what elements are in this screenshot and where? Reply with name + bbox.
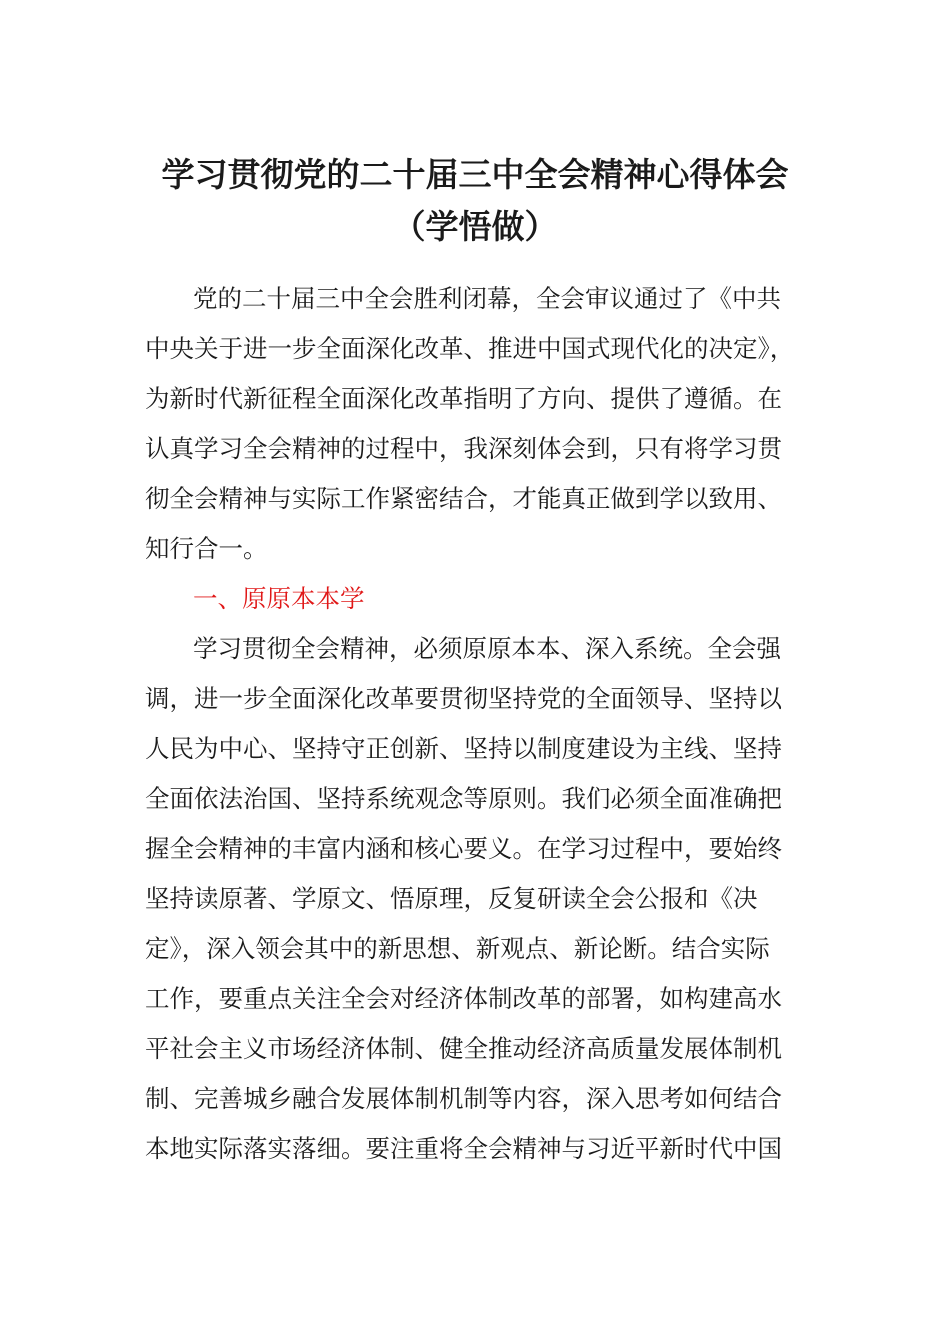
paragraph-1-line-4: 认真学习全会精神的过程中，我深刻体会到，只有将学习贯 xyxy=(145,434,782,463)
paragraph-1-line-3: 为新时代新征程全面深化改革指明了方向、提供了遵循。在 xyxy=(145,384,782,413)
paragraph-2-line-5: 握全会精神的丰富内涵和核心要义。在学习过程中，要始终 xyxy=(145,834,782,863)
paragraph-2-line-6: 坚持读原著、学原文、悟原理，反复研读全会公报和《决 xyxy=(145,884,758,913)
paragraph-2-line-10: 制、完善城乡融合发展体制机制等内容，深入思考如何结合 xyxy=(145,1084,782,1113)
paragraph-2-line-1: 学习贯彻全会精神，必须原原本本、深入系统。全会强 xyxy=(193,634,781,663)
paragraph-2-line-3: 人民为中心、坚持守正创新、坚持以制度建设为主线、坚持 xyxy=(145,734,782,763)
paragraph-1-line-5: 彻全会精神与实际工作紧密结合，才能真正做到学以致用、 xyxy=(145,484,782,513)
section-heading-1: 一、原原本本学 xyxy=(193,584,365,613)
paragraph-1-line-1: 党的二十届三中全会胜利闭幕，全会审议通过了《中共 xyxy=(193,284,781,313)
paragraph-2-line-4: 全面依法治国、坚持系统观念等原则。我们必须全面准确把 xyxy=(145,784,782,813)
paragraph-2-line-7: 定》，深入领会其中的新思想、新观点、新论断。结合实际 xyxy=(145,934,770,963)
document-subtitle: （学悟做） xyxy=(392,207,558,246)
paragraph-1-line-2: 中央关于进一步全面深化改革、推进中国式现代化的决定》， xyxy=(145,334,795,363)
paragraph-1-line-6: 知行合一。 xyxy=(145,534,268,563)
paragraph-2-line-8: 工作，要重点关注全会对经济体制改革的部署，如构建高水 xyxy=(145,984,782,1013)
paragraph-2-line-9: 平社会主义市场经济体制、健全推动经济高质量发展体制机 xyxy=(145,1034,782,1063)
paragraph-2-line-11: 本地实际落实落细。要注重将全会精神与习近平新时代中国 xyxy=(145,1134,782,1163)
paragraph-2-line-2: 调，进一步全面深化改革要贯彻坚持党的全面领导、坚持以 xyxy=(145,684,782,713)
document-title: 学习贯彻党的二十届三中全会精神心得体会 xyxy=(161,155,789,194)
